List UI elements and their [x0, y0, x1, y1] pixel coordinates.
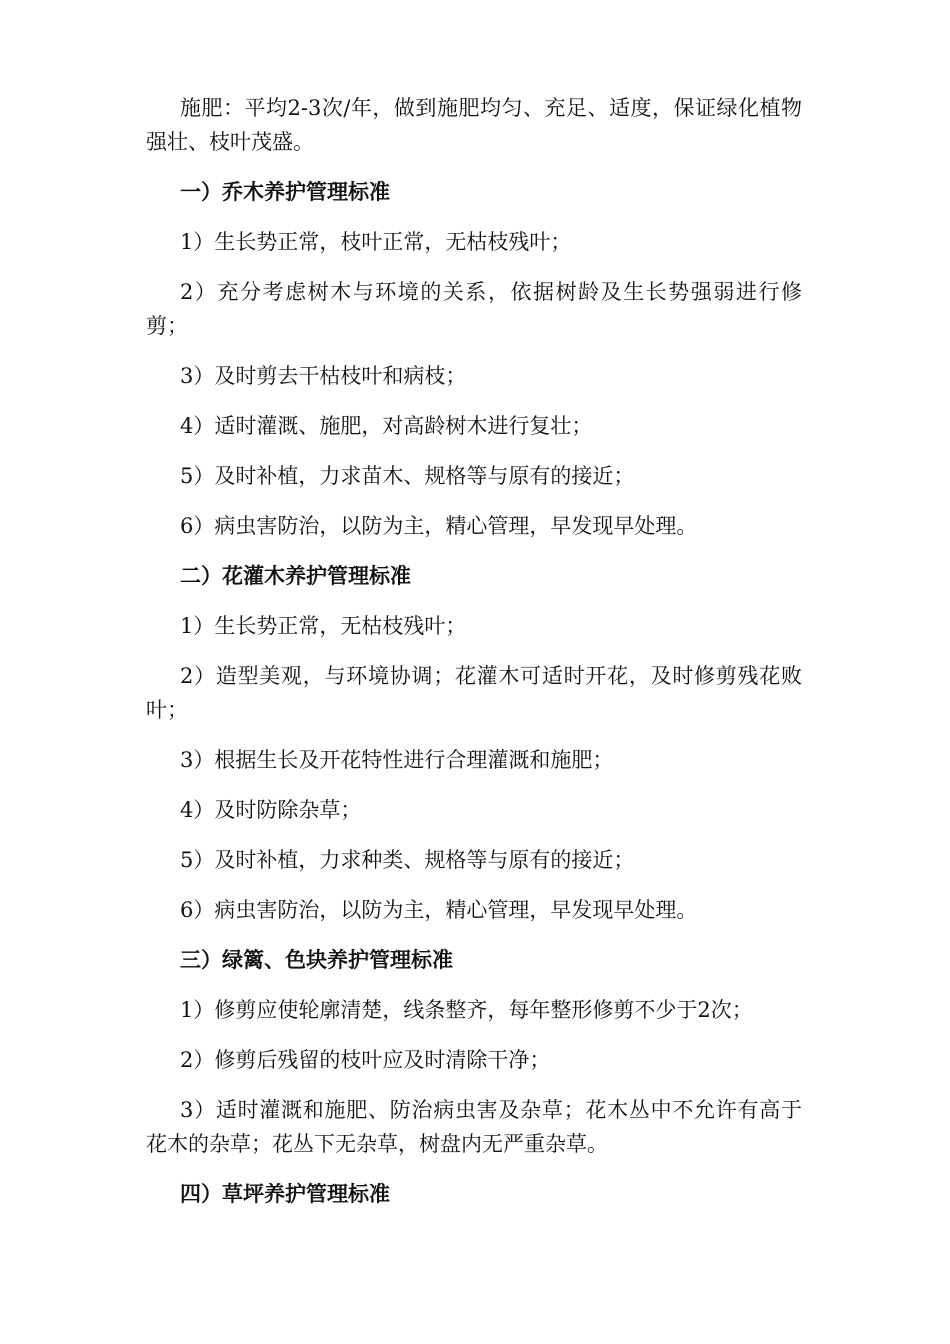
list-item: 4）适时灌溉、施肥，对高龄树木进行复壮； [180, 414, 593, 438]
list-item: 1）修剪应使轮廓清楚，线条整齐，每年整形修剪不少于2次； [180, 998, 753, 1022]
list-item: 6）病虫害防治，以防为主，精心管理，早发现早处理。 [180, 898, 698, 922]
list-item: 1）生长势正常，无枯枝残叶； [180, 614, 467, 638]
section-heading-shrubs: 二）花灌木养护管理标准 [180, 564, 411, 588]
list-item: 2）造型美观，与环境协调；花灌木可适时开花，及时修剪残花败叶； [146, 664, 802, 722]
list-item: 1）生长势正常，枝叶正常，无枯枝残叶； [180, 230, 572, 254]
list-item: 2）充分考虑树木与环境的关系，依据树龄及生长势强弱进行修剪； [146, 280, 802, 338]
list-item: 5）及时补植，力求种类、规格等与原有的接近； [180, 848, 635, 872]
section-heading-lawn: 四）草坪养护管理标准 [180, 1182, 390, 1206]
paragraph-fertilizing: 施肥：平均2-3次/年，做到施肥均匀、充足、适度，保证绿化植物强壮、枝叶茂盛。 [146, 96, 802, 154]
list-item: 2）修剪后残留的枝叶应及时清除干净； [180, 1048, 551, 1072]
list-item: 5）及时补植，力求苗木、规格等与原有的接近； [180, 464, 635, 488]
section-heading-trees: 一）乔木养护管理标准 [180, 180, 390, 204]
list-item: 3）适时灌溉和施肥、防治病虫害及杂草；花木丛中不允许有高于花木的杂草；花丛下无杂草，树盘内无严重杂草。 [146, 1098, 802, 1156]
list-item: 3）及时剪去干枯枝叶和病枝； [180, 364, 467, 388]
document-body [146, 91, 802, 1227]
list-item: 3）根据生长及开花特性进行合理灌溉和施肥； [180, 748, 614, 772]
list-item: 6）病虫害防治，以防为主，精心管理，早发现早处理。 [180, 514, 698, 538]
list-item: 4）及时防除杂草； [180, 798, 362, 822]
section-heading-hedges: 三）绿篱、色块养护管理标准 [180, 948, 453, 972]
